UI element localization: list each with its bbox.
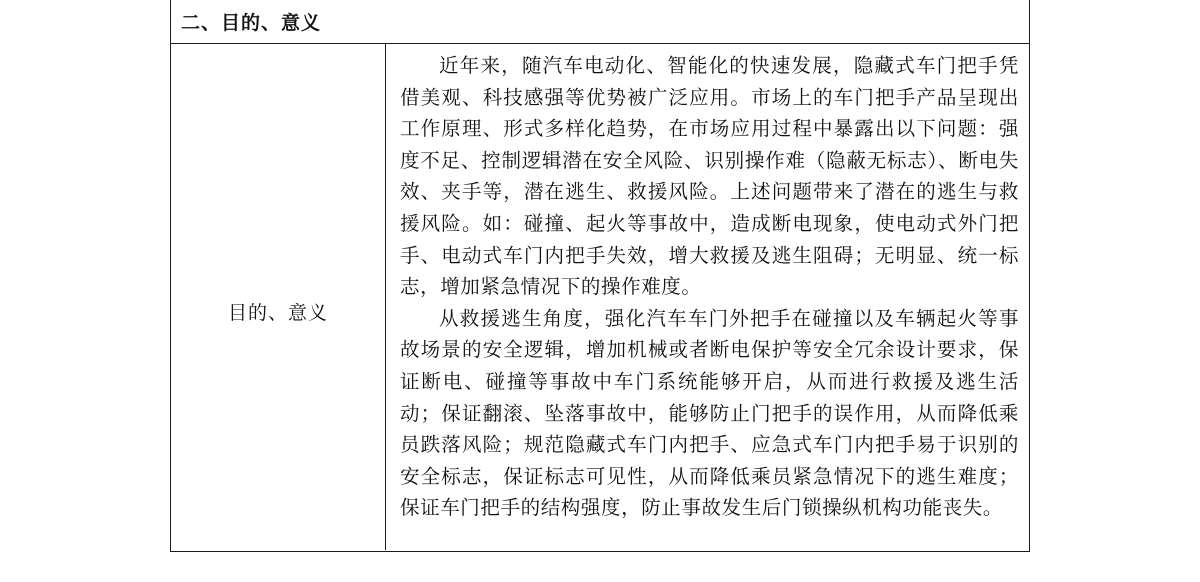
row-label-cell	[171, 44, 386, 550]
row-content-cell	[386, 44, 1029, 550]
section-header-row	[171, 0, 1029, 44]
row-label: 目的、意义	[227, 302, 328, 324]
content-paragraph-2: 从救援逃生角度，强化汽车车门外把手在碰撞以及车辆起火等事故场景的安全逻辑，增加机械或者断电保护等安全冗余设计要求，保证断电、碰撞等事故中车门系统能够开启，从而进行救援及逃生活动；保证翻滚、坠落事故中，能够防止门把手的误作用，从而降低乘员跌落风险；规范隐藏式车门内把手、应急式车门内把手易于识别的安全标志，保证标志可见性，从而降低乘员紧急情况下的逃生难度；保证车门把手的结构强度，防止事故发生后门锁操纵机构功能丧失。	[400, 306, 1019, 520]
content-paragraph-1: 近年来，随汽车电动化、智能化的快速发展，隐藏式车门把手凭借美观、科技感强等优势被广泛应用。市场上的车门把手产品呈现出工作原理、形式多样化趋势，在市场应用过程中暴露出以下问题：强度不足、控制逻辑潜在安全风险、识别操作难（隐蔽无标志）、断电失效、夹手等，潜在逃生、救援风险。上述问题带来了潜在的逃生与救援风险。如：碰撞、起火等事故中，造成断电现象，使电动式外门把手、电动式车门内把手失效，增大救援及逃生阻碍；无明显、统一标志，增加紧急情况下的操作难度。	[400, 54, 1019, 299]
document-table	[170, 0, 1030, 552]
section-title: 二、目的、意义	[181, 12, 322, 34]
